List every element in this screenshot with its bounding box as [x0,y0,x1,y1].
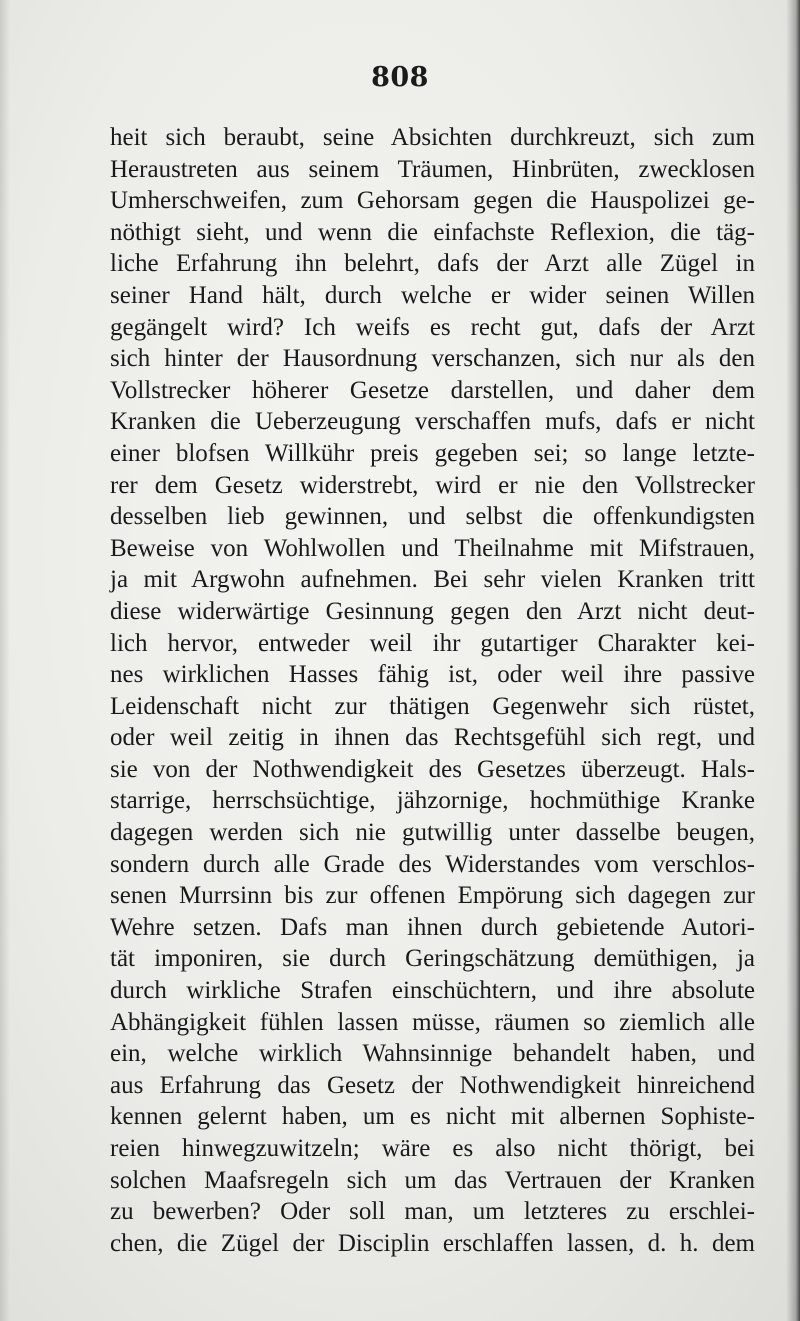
text-line: einer blofsen Willkühr preis gegeben sei; so lange letzte- [110,439,755,467]
text-line: sondern durch alle Grade des Widerstandes vom verschlos- [110,850,755,878]
text-line: Wehre setzen. Dafs man ihnen durch gebietende Autori- [110,913,755,941]
text-line: tät imponiren, sie durch Geringschätzung demüthigen, ja [110,945,755,973]
text-line: senen Murrsinn bis zur offenen Empörung sich dagegen zur [110,882,755,910]
text-line: nes wirklichen Hasses fähig ist, oder weil ihre passive [110,661,755,689]
text-line: sie von der Nothwendigkeit des Gesetzes überzeugt. Hals- [110,755,755,783]
text-line: kennen gelernt haben, um es nicht mit albernen Sophiste- [110,1103,755,1131]
text-line: heit sich beraubt, seine Absichten durchkreuzt, sich zum [110,124,755,151]
text-line: Kranken die Ueberzeugung verschaffen mufs, dafs er nicht [110,408,755,436]
text-line: ein, welche wirklich Wahnsinnige behandelt haben, und [110,1040,755,1068]
text-line: durch wirkliche Strafen einschüchtern, und ihre absolute [110,977,755,1005]
text-line: Umherschweifen, zum Gehorsam gegen die Hauspolizei ge- [110,187,755,215]
text-line: starrige, herrschsüchtige, jähzornige, hochmüthige Kranke [110,787,755,815]
text-line: Heraustreten aus seinem Träumen, Hinbrüten, zwecklosen [110,155,755,183]
text-line: ja mit Argwohn aufnehmen. Bei sehr vielen Kranken tritt [110,566,755,594]
page-right-edge-shadow [786,0,800,1321]
text-line: oder weil zeitig in ihnen das Rechtsgefühl sich regt, und [110,724,755,752]
text-line: reien hinwegzuwitzeln; wäre es also nicht thörigt, bei [110,1135,755,1162]
text-line: Beweise von Wohlwollen und Theilnahme mit Mifstrauen, [110,534,755,562]
text-line: dagegen werden sich nie gutwillig unter dasselbe beugen, [110,819,755,847]
text-line: Leidenschaft nicht zur thätigen Gegenwehr sich rüstet, [110,692,755,720]
text-line: gegängelt wird? Ich weifs es recht gut, dafs der Arzt [110,313,755,341]
text-line: desselben lieb gewinnen, und selbst die offenkundigsten [110,503,755,531]
text-line: Abhängigkeit fühlen lassen müsse, räumen so ziemlich alle [110,1008,755,1036]
text-line: zu bewerben? Oder soll man, um letzteres zu erschlei- [110,1198,755,1226]
text-line: rer dem Gesetz widerstrebt, wird er nie den Vollstrecker [110,471,755,499]
text-line: lich hervor, entweder weil ihr gutartiger Charakter kei- [110,629,755,657]
text-line: chen, die Zügel der Disciplin erschlaffen lassen, d. h. dem [110,1229,755,1257]
text-line: aus Erfahrung das Gesetz der Nothwendigkeit hinreichend [110,1071,755,1099]
text-line: nöthigt sieht, und wenn die einfachste Reflexion, die täg- [110,218,755,246]
text-line: liche Erfahrung ihn belehrt, dafs der Arzt alle Zügel in [110,250,755,278]
page-left-edge-shadow [0,0,10,1321]
text-line: diese widerwärtige Gesinnung gegen den Arzt nicht deut- [110,597,755,625]
text-line: Vollstrecker höherer Gesetze darstellen, und daher dem [110,376,755,404]
page-number: 808 [371,62,429,93]
body-text [110,122,755,1259]
text-line: sich hinter der Hausordnung verschanzen, sich nur als den [110,345,755,373]
text-line: solchen Maafsregeln sich um das Vertrauen der Kranken [110,1166,755,1194]
text-line: seiner Hand hält, durch welche er wider seinen Willen [110,281,755,309]
